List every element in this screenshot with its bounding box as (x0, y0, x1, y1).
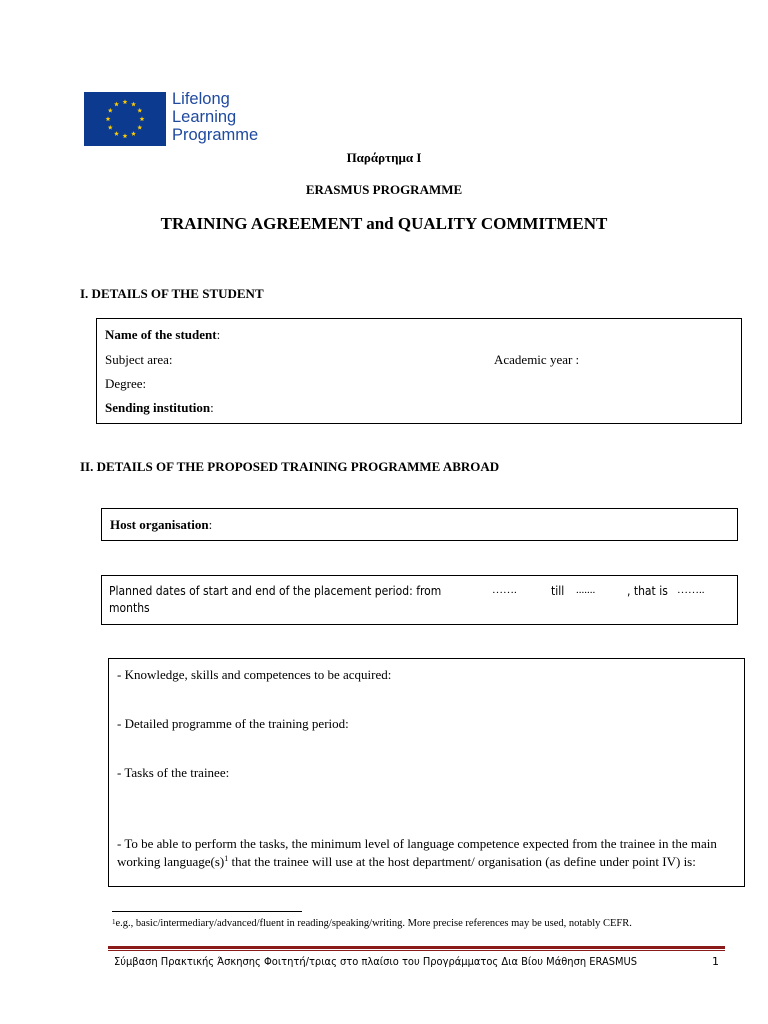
eu-star-icon (131, 102, 136, 107)
till-dots: ....... (576, 584, 596, 596)
tasks-label: - Tasks of the trainee: (117, 765, 230, 780)
eu-star-icon (137, 108, 142, 113)
eu-star-icon (140, 116, 145, 121)
logo-line-1: Lifelong (172, 90, 230, 108)
training-programme-box (108, 658, 745, 887)
that-is-label: , that is (627, 584, 668, 598)
logo-text (172, 90, 258, 144)
document-title: TRAINING AGREEMENT and QUALITY COMMITMENT (160, 214, 608, 233)
footnote-divider (112, 911, 302, 912)
eu-star-icon (123, 133, 128, 138)
language-text-part-1: - To be able to perform the tasks, the minimum level of language competence expected from the trainee in the main working language(s) (117, 836, 717, 869)
eu-flag-icon (84, 92, 166, 146)
eu-star-icon (131, 131, 136, 136)
till-label: till (551, 584, 565, 598)
sending-institution-label: Sending institution (105, 400, 211, 415)
logo-line-2: Learning (172, 108, 237, 126)
that-is-dots: …….. (677, 584, 705, 596)
footer-rule-thin (108, 950, 725, 951)
section-1-heading: I. DETAILS OF THE STUDENT (80, 286, 264, 301)
eu-star-icon (123, 99, 128, 104)
host-organisation-label: Host organisation (110, 517, 209, 532)
eu-star-icon (108, 108, 113, 113)
placement-dates-text: Planned dates of start and end of the placement period: from (109, 584, 442, 598)
page-number: 1 (712, 955, 719, 968)
footnote-reference: 1 (224, 854, 229, 863)
host-organisation-box (101, 508, 738, 541)
months-label: months (109, 601, 150, 615)
footer-rule-thick (108, 946, 725, 949)
footnote-marker: 1 (112, 918, 116, 926)
student-details-box (96, 318, 742, 424)
annex-label: Παράρτημα Ι (346, 150, 422, 165)
page-footer-text: Σύμβαση Πρακτικής Άσκησης Φοιτητή/τριας στο πλαίσιο του Προγράμματος Δια Βίου Μάθηση ERASMUS (114, 955, 638, 968)
eu-star-icon (114, 102, 119, 107)
programme-label: ERASMUS PROGRAMME (305, 182, 463, 197)
host-organisation-row: Host organisation: (110, 517, 213, 532)
eu-star-icon (108, 125, 113, 130)
footnote (112, 918, 732, 930)
sending-institution-row: Sending institution: (105, 400, 214, 415)
eu-star-icon (106, 116, 111, 121)
eu-star-icon (114, 131, 119, 136)
student-name-label: Name of the student (105, 327, 217, 342)
eu-star-icon (137, 125, 142, 130)
subject-area-label: Subject area: (105, 352, 173, 367)
language-competence-text (117, 835, 737, 871)
student-name-row: Name of the student: (105, 327, 221, 342)
footnote-text: e.g., basic/intermediary/advanced/fluent in reading/speaking/writing. More precise references may be used, notably CEFR. (115, 918, 632, 929)
lifelong-learning-logo (84, 90, 274, 148)
degree-label: Degree: (105, 376, 147, 391)
section-2-heading: II. DETAILS OF THE PROPOSED TRAINING PROGRAMME ABROAD (80, 459, 500, 474)
logo-line-3: Programme (172, 126, 259, 144)
placement-dates-box (101, 575, 738, 625)
language-text-part-2: that the trainee will use at the host department/ organisation (as define under point IV) is: (228, 854, 696, 869)
from-dots: ……. (492, 584, 517, 596)
knowledge-label: - Knowledge, skills and competences to be acquired: (117, 667, 392, 682)
academic-year-label: Academic year : (494, 352, 580, 367)
detailed-programme-label: - Detailed programme of the training period: (117, 716, 349, 731)
